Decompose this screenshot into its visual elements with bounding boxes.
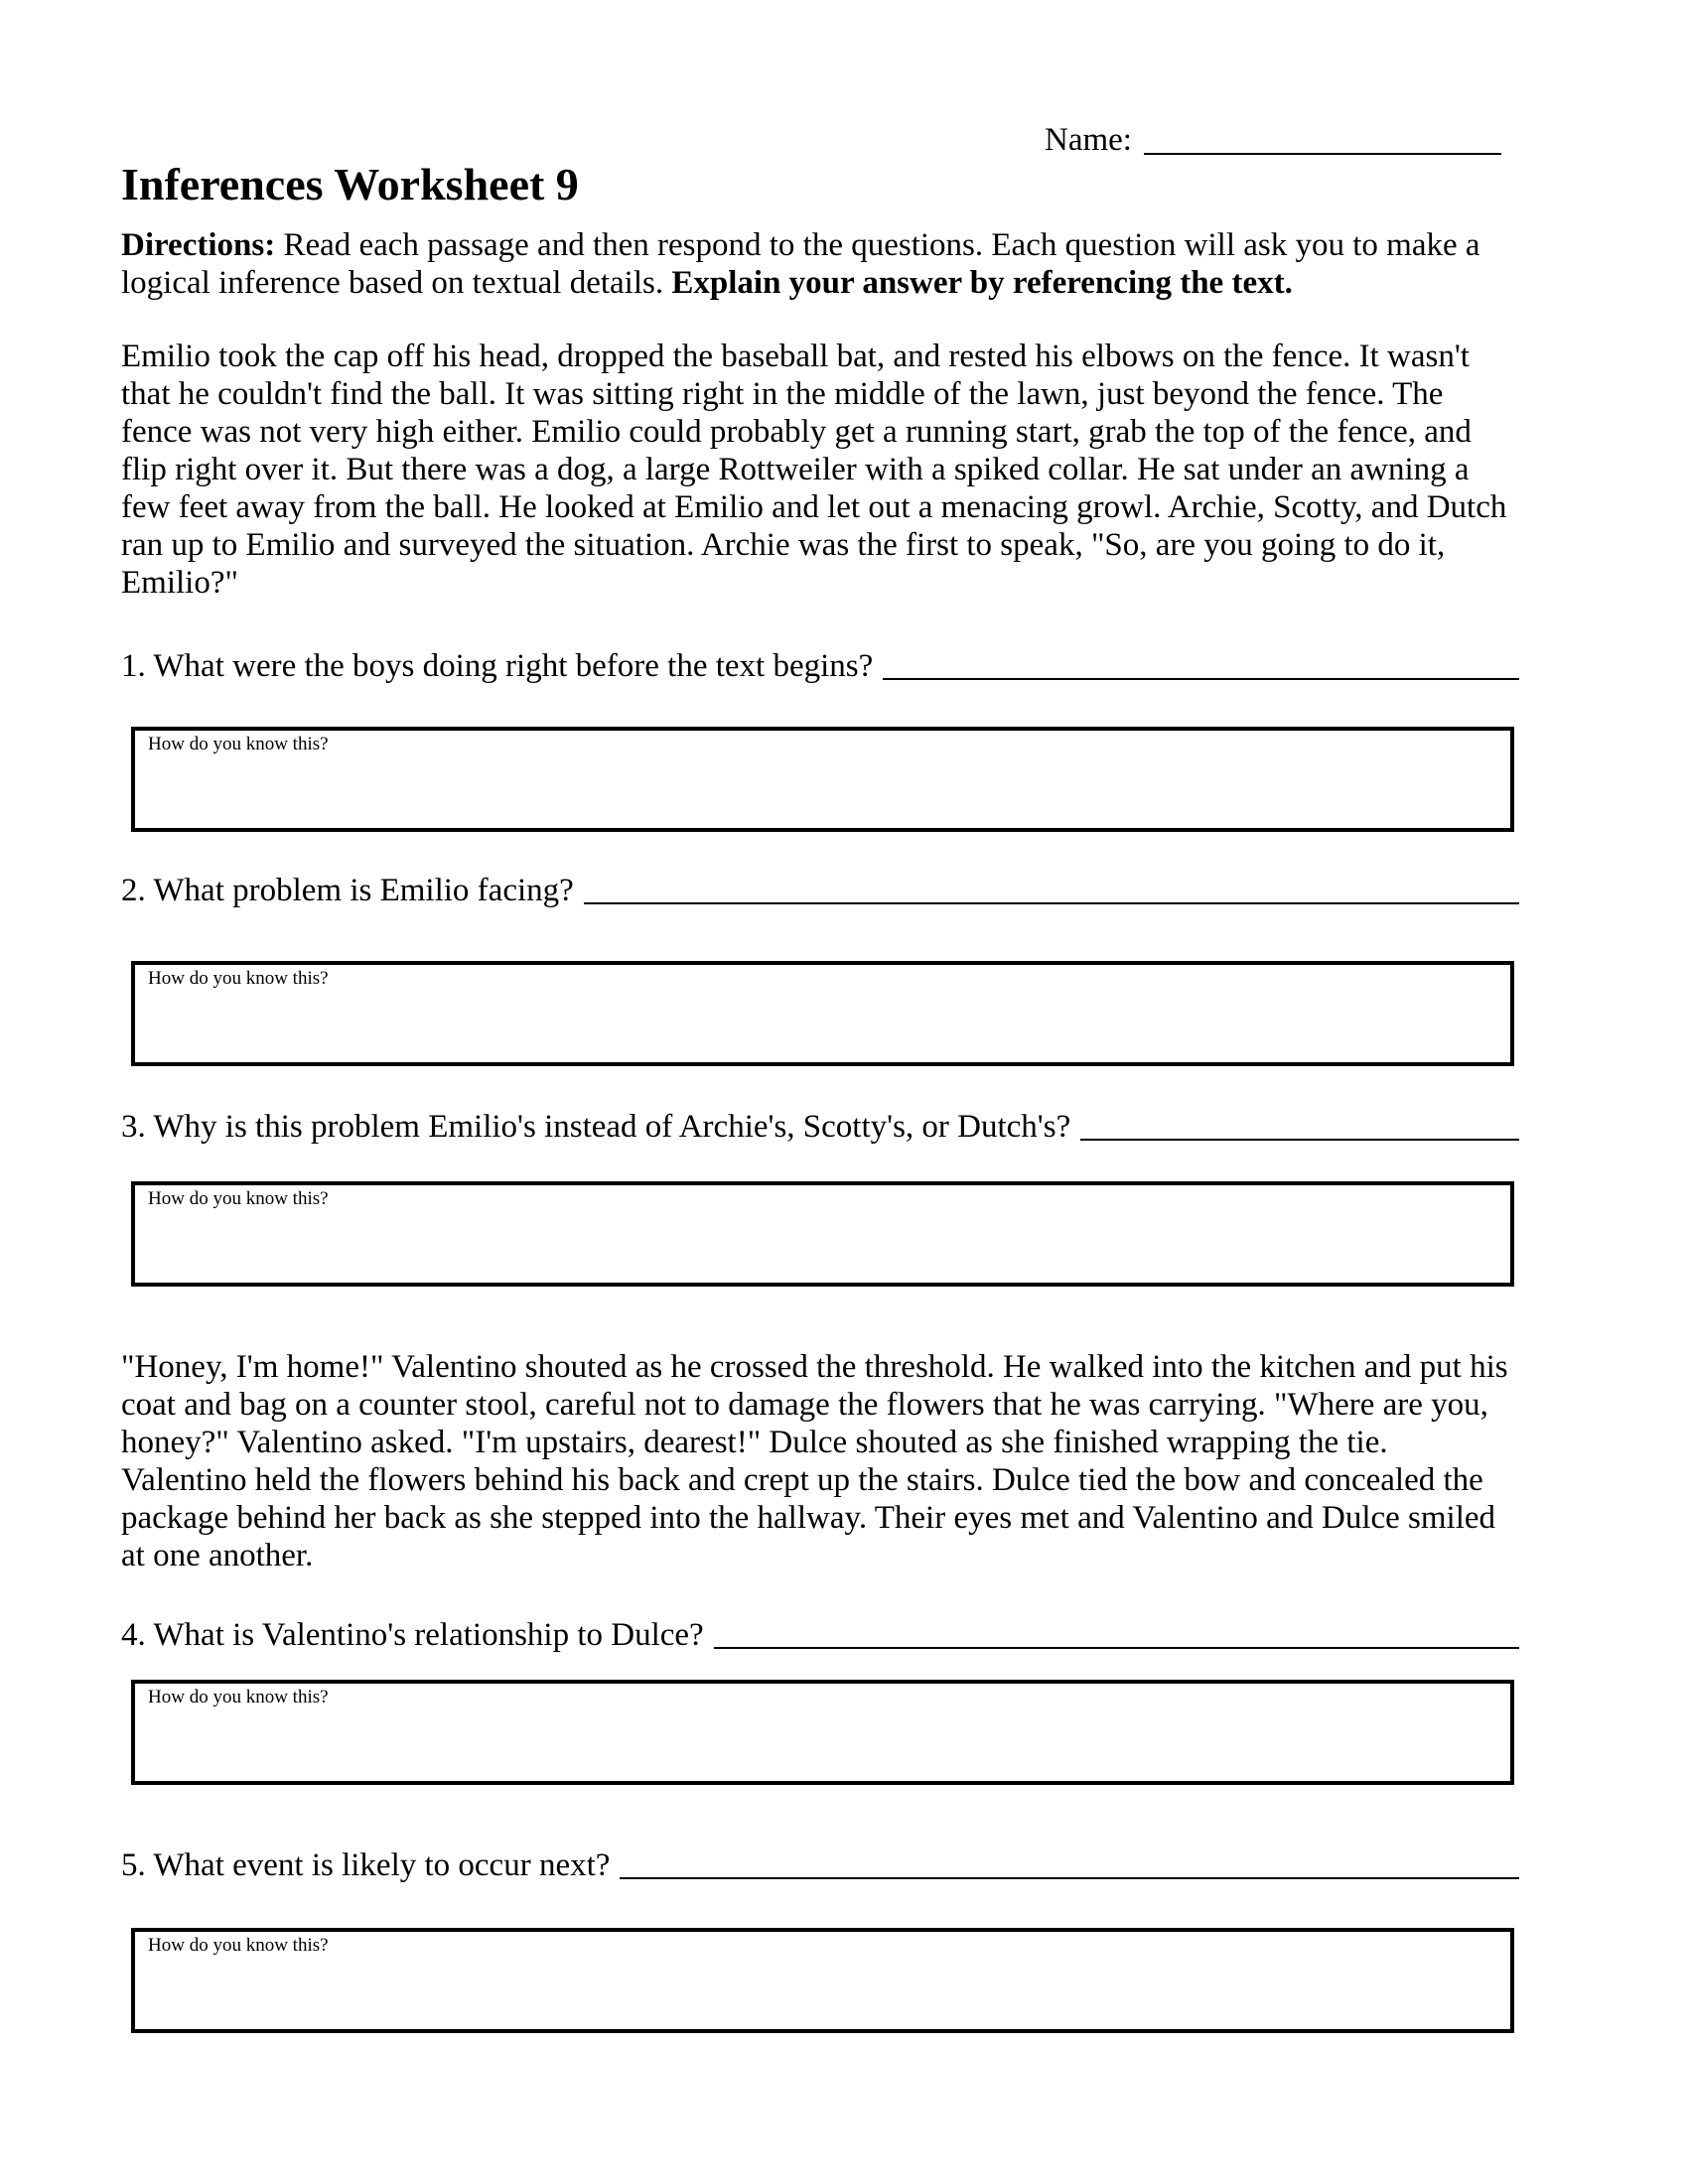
directions-body: Read each passage and then respond to the questions. Each question will ask you to make a logical inference based on textual details. xyxy=(121,227,1480,301)
question-1-answer-line[interactable] xyxy=(883,650,1519,680)
question-5 xyxy=(121,1846,1519,1884)
question-5-answer-line[interactable] xyxy=(620,1849,1519,1879)
name-blank-line[interactable] xyxy=(1144,123,1501,155)
question-3-answer-line[interactable] xyxy=(1080,1111,1519,1141)
question-3-text: 3. Why is this problem Emilio's instead of Archie's, Scotty's, or Dutch's? xyxy=(121,1109,1071,1145)
question-3 xyxy=(121,1108,1519,1146)
question-2-answer-box[interactable] xyxy=(131,961,1514,1066)
question-5-text: 5. What event is likely to occur next? xyxy=(121,1847,611,1883)
answer-box-label: How do you know this? xyxy=(148,968,329,989)
question-4 xyxy=(121,1616,1519,1654)
question-1-text: 1. What were the boys doing right before the text begins? xyxy=(121,648,874,684)
question-5-answer-box[interactable] xyxy=(131,1928,1514,2033)
passage-2: "Honey, I'm home!" Valentino shouted as he crossed the threshold. He walked into the kitchen and put his coat and bag on a counter stool, careful not to damage the flowers that he was carrying. "Where are you, honey?" Valentino asked. "I'm upstairs, dearest!" Dulce shouted as she finished wrapping the tie. Valentino held the flowers behind his back and crept up the stairs. Dulce tied the bow and concealed the package behind her back as she stepped into the hallway. Their eyes met and Valentino and Dulce smiled at one another. xyxy=(121,1349,1508,1573)
answer-box-label: How do you know this? xyxy=(148,1935,329,1956)
passage-1: Emilio took the cap off his head, dropped the baseball bat, and rested his elbows on the fence. It wasn't that he couldn't find the ball. It was sitting right in the middle of the lawn, just beyond the fence. The fence was not very high either. Emilio could probably get a running start, grab the top of the fence, and flip right over it. But there was a dog, a large Rottweiler with a spiked collar. He sat under an awning a few feet away from the ball. He looked at Emilio and let out a menacing growl. Archie, Scotty, and Dutch ran up to Emilio and surveyed the situation. Archie was the first to speak, "So, are you going to do it, Emilio?" xyxy=(121,339,1507,601)
directions xyxy=(121,226,1519,302)
question-2 xyxy=(121,872,1519,909)
question-1-answer-box[interactable] xyxy=(131,727,1514,832)
name-label: Name: xyxy=(1045,122,1132,158)
question-4-answer-box[interactable] xyxy=(131,1680,1514,1785)
question-3-answer-box[interactable] xyxy=(131,1181,1514,1287)
page-title: Inferences Worksheet 9 xyxy=(121,159,579,209)
question-4-text: 4. What is Valentino's relationship to Dulce? xyxy=(121,1617,704,1653)
answer-box-label: How do you know this? xyxy=(148,1188,329,1209)
answer-box-label: How do you know this? xyxy=(148,1687,329,1707)
name-row xyxy=(1045,119,1501,159)
directions-label: Directions: xyxy=(121,227,276,263)
question-2-answer-line[interactable] xyxy=(584,875,1519,904)
question-2-text: 2. What problem is Emilio facing? xyxy=(121,873,574,908)
question-4-answer-line[interactable] xyxy=(714,1619,1519,1649)
question-1 xyxy=(121,647,1519,685)
answer-box-label: How do you know this? xyxy=(148,734,329,754)
directions-emphasis: Explain your answer by referencing the text. xyxy=(671,265,1293,301)
